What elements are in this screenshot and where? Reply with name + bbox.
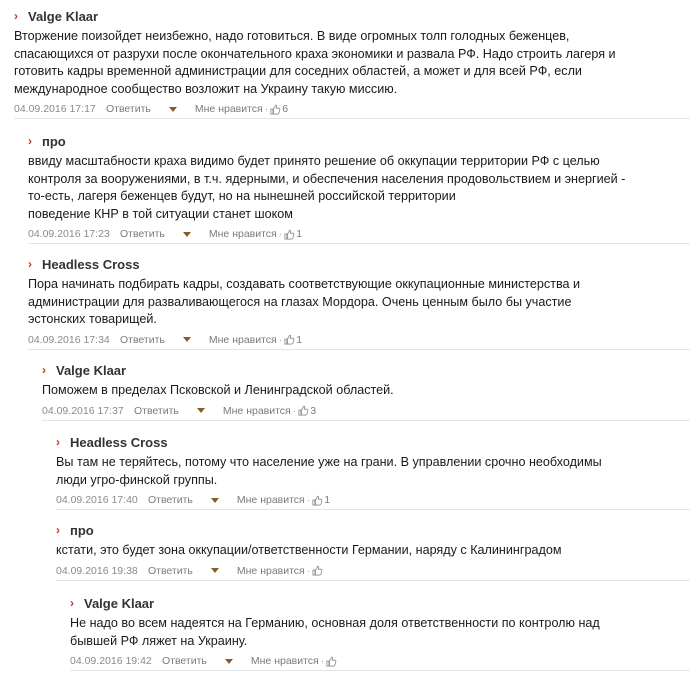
- caret-down-icon[interactable]: [211, 498, 219, 503]
- comment-header: [28, 131, 690, 151]
- comment: [28, 254, 690, 350]
- comment-meta: [56, 562, 690, 580]
- caret-down-icon[interactable]: [169, 107, 177, 112]
- comment-text: [28, 276, 690, 329]
- comment-date: 04.09.2016 19:38: [56, 564, 138, 577]
- separator-dot: ·: [278, 333, 283, 346]
- author-name[interactable]: Headless Cross: [70, 434, 168, 450]
- thumbs-up-icon[interactable]: [312, 495, 323, 506]
- comment-line: ввиду масштабности краха видимо будет принято решение об оккупации территории РФ с целью: [28, 154, 600, 168]
- comment-header: [14, 6, 690, 26]
- comment-text: [28, 153, 690, 223]
- comment-header: [28, 254, 690, 274]
- like-count: 1: [296, 228, 303, 240]
- reply-button[interactable]: Ответить: [134, 404, 179, 417]
- reply-button[interactable]: Ответить: [120, 333, 165, 346]
- comment-date: 04.09.2016 19:42: [70, 655, 152, 667]
- comment-meta: [28, 331, 690, 349]
- comment-date: 04.09.2016 17:37: [42, 404, 124, 417]
- like-button[interactable]: Мне нравится: [194, 103, 263, 115]
- like-button[interactable]: Мне нравится: [236, 564, 305, 577]
- separator-dot: ·: [320, 655, 325, 667]
- comment: [14, 6, 690, 119]
- thumbs-up-icon[interactable]: [284, 334, 295, 345]
- comment-line: то-есть, лагеря беженцев будут, но на нынешней российской территории: [28, 189, 456, 203]
- separator-dot: ·: [292, 404, 297, 417]
- reply-button[interactable]: Ответить: [148, 494, 193, 506]
- comment-meta: [14, 100, 690, 118]
- like-button[interactable]: Мне нравится: [208, 333, 277, 346]
- thumbs-up-icon[interactable]: [326, 656, 337, 667]
- thumbs-up-icon[interactable]: [312, 565, 323, 576]
- like-count: 1: [324, 494, 331, 506]
- chevron-right-icon: ›: [56, 523, 60, 537]
- reply-button[interactable]: Ответить: [148, 564, 193, 577]
- author-name[interactable]: про: [70, 522, 94, 538]
- comment: [56, 520, 690, 581]
- comment-text: [42, 382, 690, 400]
- comment: [28, 131, 690, 244]
- comment-line: Не надо во всем надеятся на Германию, основная доля ответственности по контролю над: [70, 616, 600, 630]
- comment-line: люди угро-финской группы.: [56, 472, 218, 487]
- comment-line: бывшей РФ ляжет на Украину.: [70, 633, 248, 648]
- comment-meta: [42, 402, 690, 420]
- author-name[interactable]: Valge Klaar: [56, 362, 127, 378]
- author-name[interactable]: Headless Cross: [42, 256, 140, 272]
- caret-down-icon[interactable]: [197, 408, 205, 413]
- comment-header: [70, 593, 690, 613]
- reply-button[interactable]: Ответить: [120, 228, 165, 240]
- comment-header: [56, 432, 690, 452]
- like-button[interactable]: Мне нравится: [222, 404, 291, 417]
- thumbs-up-icon[interactable]: [284, 229, 295, 240]
- chevron-right-icon: ›: [28, 257, 32, 271]
- thumbs-up-icon[interactable]: [270, 104, 281, 115]
- comment-text: [56, 454, 690, 489]
- separator-dot: ·: [306, 494, 311, 506]
- comment-meta: [70, 652, 690, 670]
- caret-down-icon[interactable]: [183, 232, 191, 237]
- comment-header: [56, 520, 690, 540]
- separator-dot: ·: [278, 228, 283, 240]
- chevron-right-icon: ›: [42, 363, 46, 377]
- caret-down-icon[interactable]: [225, 659, 233, 664]
- chevron-right-icon: ›: [14, 9, 18, 23]
- author-name[interactable]: Valge Klaar: [28, 8, 99, 24]
- comment-line: администрации для разваливающегося на глазах Мордора. Очень ценным было бы участие: [28, 294, 572, 309]
- comment-meta: [56, 491, 690, 509]
- comment-line: Пора начинать подбирать кадры, создавать соответствующие оккупационные министерства и: [28, 277, 581, 291]
- like-button[interactable]: Мне нравится: [208, 228, 277, 240]
- comment: [56, 432, 690, 510]
- caret-down-icon[interactable]: [183, 337, 191, 342]
- comment: [42, 360, 690, 421]
- thumbs-up-icon[interactable]: [298, 405, 309, 416]
- separator-dot: ·: [306, 564, 311, 577]
- comment-line: готовить кадры временной администрации для соседних областей, а может и для всей РФ, если: [14, 64, 582, 78]
- author-name[interactable]: Valge Klaar: [84, 595, 155, 611]
- chevron-right-icon: ›: [28, 134, 32, 148]
- like-count: 1: [296, 333, 303, 346]
- comment-date: 04.09.2016 17:40: [56, 494, 138, 506]
- comment-line: Вы там не теряйтесь, потому что население уже на грани. В управлении срочно необходимы: [56, 455, 602, 469]
- chevron-right-icon: ›: [70, 596, 74, 610]
- like-button[interactable]: Мне нравится: [250, 655, 319, 667]
- like-button[interactable]: Мне нравится: [236, 494, 305, 506]
- comment-date: 04.09.2016 17:17: [14, 103, 96, 115]
- comment: [70, 593, 690, 671]
- comment-date: 04.09.2016 17:23: [28, 228, 110, 240]
- comment-header: [42, 360, 690, 380]
- comment-text: [70, 615, 690, 650]
- comment-line: эстонских товарищей.: [28, 312, 157, 326]
- author-name[interactable]: про: [42, 133, 66, 149]
- like-count: 3: [310, 404, 317, 417]
- comment-date: 04.09.2016 17:34: [28, 333, 110, 346]
- comment-line: международное сообщество возложит на Украину такую миссию.: [14, 81, 398, 96]
- comment-meta: [28, 225, 690, 243]
- comment-line: поведение КНР в той ситуации станет шоком: [28, 206, 293, 221]
- comment-line: контроля за вооружениями, в т.ч. ядерными, и обеспечения населения продовольствием и энергией -: [28, 171, 626, 186]
- comment-text: [56, 542, 690, 560]
- comment-text: [14, 28, 690, 98]
- caret-down-icon[interactable]: [211, 568, 219, 573]
- chevron-right-icon: ›: [56, 435, 60, 449]
- comment-line: Поможем в пределах Псковской и Ленинградской областей.: [42, 383, 394, 397]
- comment-line: Вторжение поизойдет неизбежно, надо готовиться. В виде огромных толп голодных беженцев,: [14, 29, 570, 43]
- reply-button[interactable]: Ответить: [106, 103, 151, 115]
- like-count: 6: [282, 103, 289, 115]
- separator-dot: ·: [264, 103, 269, 115]
- reply-button[interactable]: Ответить: [162, 655, 207, 667]
- comment-line: кстати, это будет зона оккупации/ответственности Германии, наряду с Калининградом: [56, 543, 562, 557]
- comment-line: спасающихся от разрухи после окончательного краха экономики и развала РФ. Надо строить лагеря и: [14, 46, 616, 61]
